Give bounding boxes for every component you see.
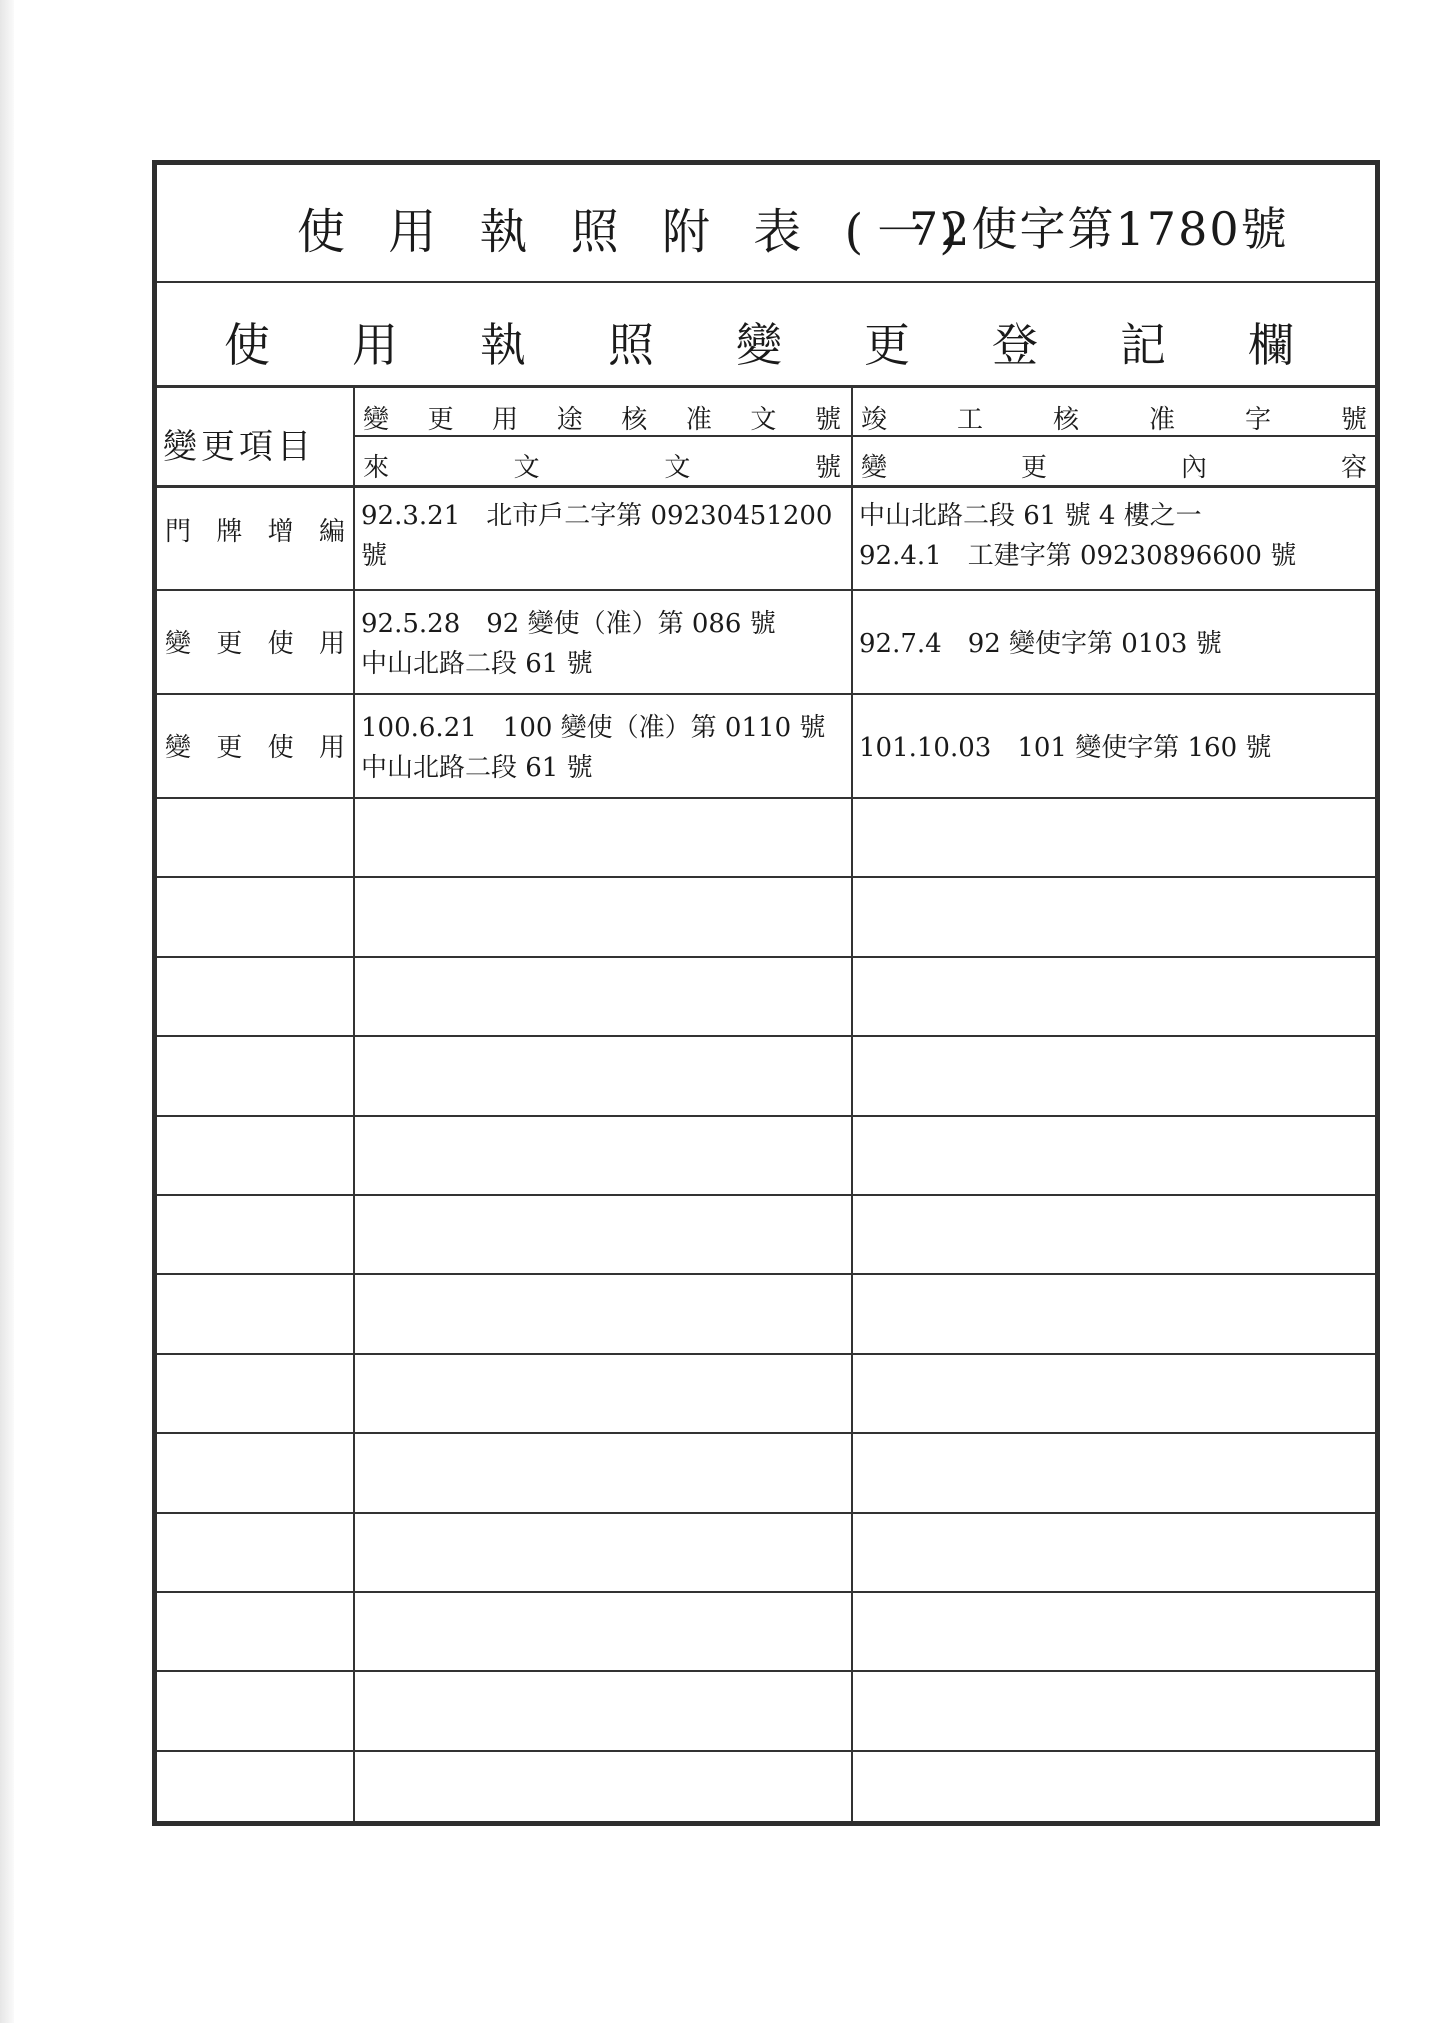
title-row (157, 165, 1375, 283)
header-change-item: 變更項目 (163, 427, 315, 467)
row-line-2 (157, 693, 1375, 695)
item-char: 編 (318, 517, 345, 547)
row-1-approval-line-1: 92.3.21 北市戶二字第 09230451200 (361, 501, 833, 531)
header-char: 變 (861, 453, 888, 483)
row-2-approval-line-2: 中山北路二段 61 號 (361, 649, 593, 679)
subtitle-char: 變 (736, 318, 782, 372)
item-char: 用 (318, 629, 345, 659)
item-char: 變 (165, 733, 192, 763)
row-3-completion: 101.10.03 101 變使字第 160 號 (859, 733, 1272, 763)
subtitle-char: 更 (864, 318, 910, 372)
subtitle-char: 用 (352, 318, 398, 372)
header-char: 核 (621, 405, 648, 435)
row-1-completion-line-1: 中山北路二段 61 號 4 樓之一 (859, 501, 1202, 531)
header-change-content (861, 447, 1367, 484)
header-char: 字 (1244, 405, 1271, 435)
header-char: 核 (1052, 405, 1079, 435)
empty-row-line (157, 876, 1375, 878)
header-char: 容 (1340, 453, 1367, 483)
item-char: 使 (267, 629, 294, 659)
subtitle-row (157, 281, 1375, 388)
row-line-1 (157, 589, 1375, 591)
header-char: 來 (363, 453, 390, 483)
header-char: 准 (1148, 405, 1175, 435)
header-char: 號 (814, 405, 841, 435)
subtitle-char: 登 (992, 318, 1038, 372)
header-char: 用 (492, 405, 519, 435)
empty-row-line (157, 1035, 1375, 1037)
item-char: 增 (267, 517, 294, 547)
header-approval-number (363, 399, 841, 436)
header-bottom-line (157, 485, 1375, 488)
empty-row-line (157, 1353, 1375, 1355)
empty-row-line (157, 1432, 1375, 1434)
header-document-number (363, 447, 841, 484)
row-1-item (165, 511, 345, 548)
empty-row-line (157, 1194, 1375, 1196)
header-char: 號 (1340, 405, 1367, 435)
scan-edge (0, 0, 14, 2023)
row-2-item (165, 623, 345, 660)
item-char: 更 (216, 733, 243, 763)
row-2-approval-line-1: 92.5.28 92 變使（准）第 086 號 (361, 609, 776, 639)
empty-row-line (157, 1273, 1375, 1275)
license-number: 72使字第1780號 (909, 202, 1289, 256)
item-char: 門 (165, 517, 192, 547)
empty-row-line (157, 1670, 1375, 1672)
empty-row-line (157, 1115, 1375, 1117)
header-char: 途 (556, 405, 583, 435)
header-completion-number (861, 399, 1367, 436)
row-3-approval-line-2: 中山北路二段 61 號 (361, 753, 593, 783)
header-char: 工 (956, 405, 983, 435)
row-2-completion: 92.7.4 92 變使字第 0103 號 (859, 629, 1222, 659)
empty-row-line (157, 1591, 1375, 1593)
form-title: 使 用 執 照 附 表 (一) (297, 204, 973, 260)
row-1-approval-line-2: 號 (361, 541, 388, 571)
header-char: 准 (685, 405, 712, 435)
header-char: 文 (664, 453, 691, 483)
row-line-3 (157, 797, 1375, 799)
header-char: 更 (1020, 453, 1047, 483)
row-1-completion-line-2: 92.4.1 工建字第 09230896600 號 (859, 541, 1297, 571)
header-char: 內 (1180, 453, 1207, 483)
subtitle-char: 使 (224, 318, 270, 372)
header-char: 文 (513, 453, 540, 483)
item-char: 變 (165, 629, 192, 659)
subtitle-char: 記 (1120, 318, 1166, 372)
empty-row-line (157, 1750, 1375, 1752)
usage-license-form (152, 160, 1380, 1826)
subtitle-char: 照 (608, 318, 654, 372)
row-3-approval-line-1: 100.6.21 100 變使（准）第 0110 號 (361, 713, 826, 743)
header-char: 號 (814, 453, 841, 483)
col-divider-2 (851, 385, 853, 1821)
item-char: 更 (216, 629, 243, 659)
header-char: 變 (363, 405, 390, 435)
row-3-item (165, 727, 345, 764)
item-char: 使 (267, 733, 294, 763)
header-char: 更 (427, 405, 454, 435)
empty-row-line (157, 1512, 1375, 1514)
header-char: 文 (750, 405, 777, 435)
col-divider-1 (353, 385, 355, 1821)
subtitle-char: 執 (480, 318, 526, 372)
empty-row-line (157, 956, 1375, 958)
item-char: 用 (318, 733, 345, 763)
item-char: 牌 (216, 517, 243, 547)
subtitle-char: 欄 (1248, 318, 1294, 372)
header-char: 竣 (861, 405, 888, 435)
